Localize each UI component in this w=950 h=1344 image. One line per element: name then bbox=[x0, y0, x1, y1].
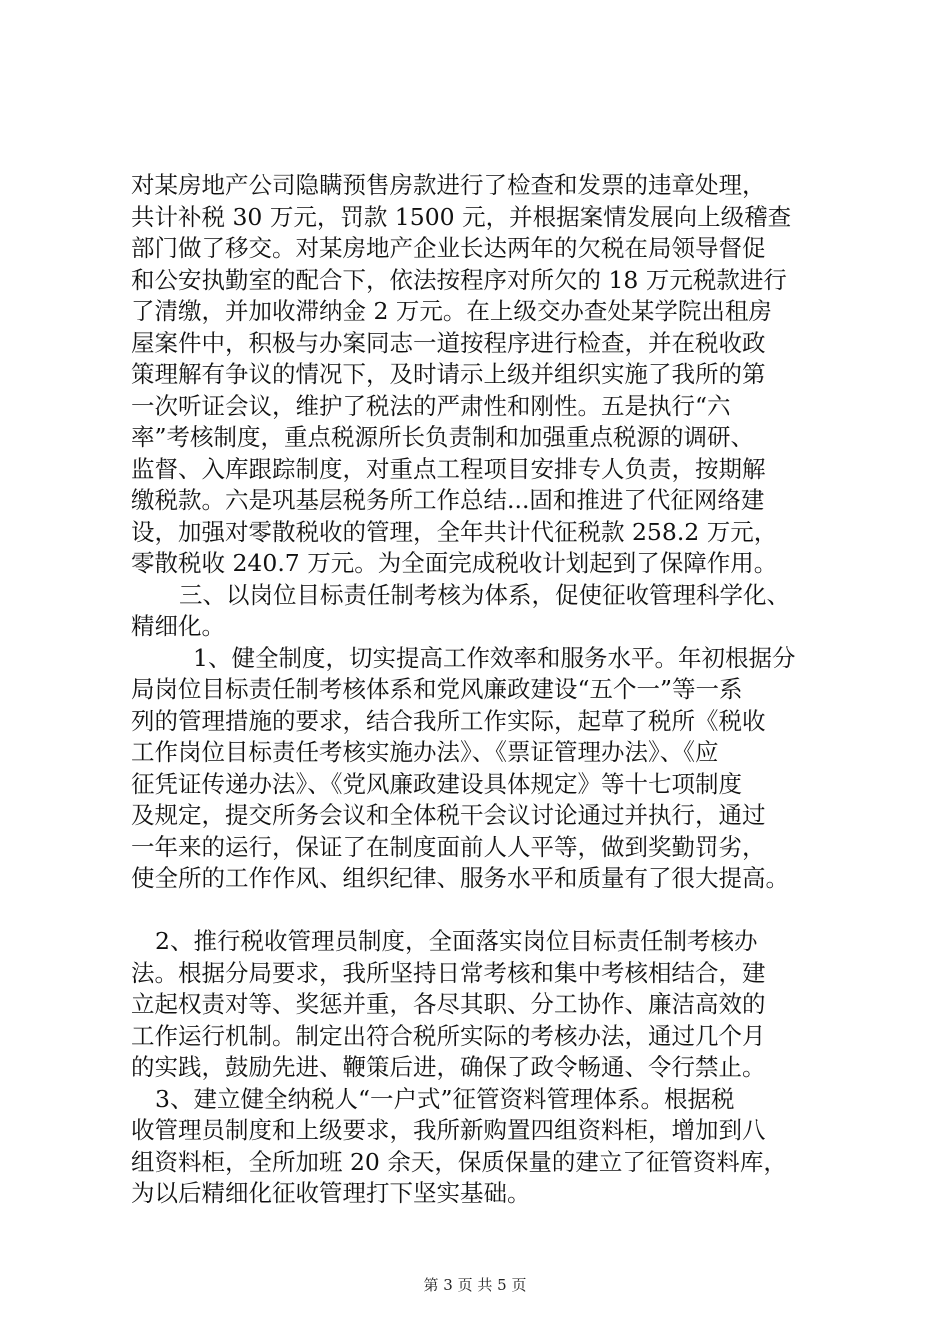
section-heading-line: 精细化。 bbox=[131, 612, 225, 640]
text-line: 一年来的运行，保证了在制度面前人人平等，做到奖勤罚劣， bbox=[131, 832, 766, 861]
text-line: 和公安执勤室的配合下，依法按程序对所欠的 18 万元税款进行 bbox=[131, 265, 787, 294]
text-line: 局岗位目标责任制考核体系和党风廉政建设“五个一”等一系 bbox=[131, 675, 743, 703]
text-line: 策理解有争议的情况下，及时请示上级并组织实施了我所的第 bbox=[131, 360, 766, 388]
text-line: 法。根据分局要求，我所坚持日常考核和集中考核相结合，建 bbox=[131, 958, 766, 987]
text-line: 及规定，提交所务会议和全体税干会议讨论通过并执行，通过 bbox=[131, 801, 766, 829]
section-heading-line: 三、以岗位目标责任制考核为体系，促使征收管理科学化、 bbox=[179, 580, 790, 609]
text-line: 屋案件中，积极与办案同志一道按程序进行检查，并在税收政 bbox=[131, 328, 766, 357]
text-line: 对某房地产公司隐瞒预售房款进行了检查和发票的违章处理， bbox=[131, 171, 766, 199]
text-line: 率”考核制度，重点税源所长负责制和加强重点税源的调研、 bbox=[131, 423, 755, 451]
text-line: 的实践，鼓励先进、鞭策后进，确保了政令畅通、令行禁止。 bbox=[131, 1053, 766, 1081]
text-line: 工作岗位目标责任考核实施办法》、《票证管理办法》、《应 bbox=[131, 738, 719, 766]
text-line: 征凭证传递办法》、《党风廉政建设具体规定》等十七项制度 bbox=[131, 769, 742, 798]
text-line: 为以后精细化征收管理打下坚实基础。 bbox=[131, 1179, 531, 1207]
text-line: 监督、入库跟踪制度，对重点工程项目安排专人负责，按期解 bbox=[131, 454, 766, 483]
paragraph-start-line: 1、健全制度，切实提高工作效率和服务水平。年初根据分 bbox=[193, 643, 796, 672]
text-line: 了清缴，并加收滞纳金 2 万元。在上级交办查处某学院出租房 bbox=[131, 297, 772, 325]
text-line: 共计补税 30 万元，罚款 1500 元，并根据案情发展向上级稽查 bbox=[131, 202, 792, 231]
text-line: 设，加强对零散税收的管理，全年共计代征税款 258.2 万元， bbox=[131, 517, 778, 546]
text-line: 使全所的工作作风、组织纪律、服务水平和质量有了很大提高。 bbox=[131, 864, 789, 892]
paragraph-start-line: 2、推行税收管理员制度，全面落实岗位目标责任制考核办 bbox=[155, 927, 758, 955]
text-line: 列的管理措施的要求，结合我所工作实际，起草了税所《税收 bbox=[131, 706, 766, 735]
text-line: 零散税收 240.7 万元。为全面完成税收计划起到了保障作用。 bbox=[131, 549, 778, 577]
text-line: 收管理员制度和上级要求，我所新购置四组资料柜，增加到八 bbox=[131, 1116, 766, 1144]
text-line: 部门做了移交。对某房地产企业长达两年的欠税在局领导督促 bbox=[131, 234, 766, 262]
text-line: 缴税款。六是巩基层税务所工作总结...固和推进了代征网络建 bbox=[131, 486, 765, 514]
text-line: 组资料柜，全所加班 20 余天，保质保量的建立了征管资料库， bbox=[131, 1147, 787, 1176]
document-body bbox=[131, 170, 847, 1210]
page-number-footer: 第 3 页 共 5 页 bbox=[423, 1276, 527, 1294]
paragraph-start-line: 3、建立健全纳税人“一户式”征管资料管理体系。根据税 bbox=[155, 1084, 735, 1113]
text-line: 立起权责对等、奖惩并重，各尽其职、分工协作、廉洁高效的 bbox=[131, 990, 766, 1018]
text-line: 工作运行机制。制定出符合税所实际的考核办法，通过几个月 bbox=[131, 1021, 766, 1050]
text-line: 一次听证会议，维护了税法的严肃性和刚性。五是执行“六 bbox=[131, 391, 731, 420]
paragraph-gap bbox=[131, 895, 847, 927]
